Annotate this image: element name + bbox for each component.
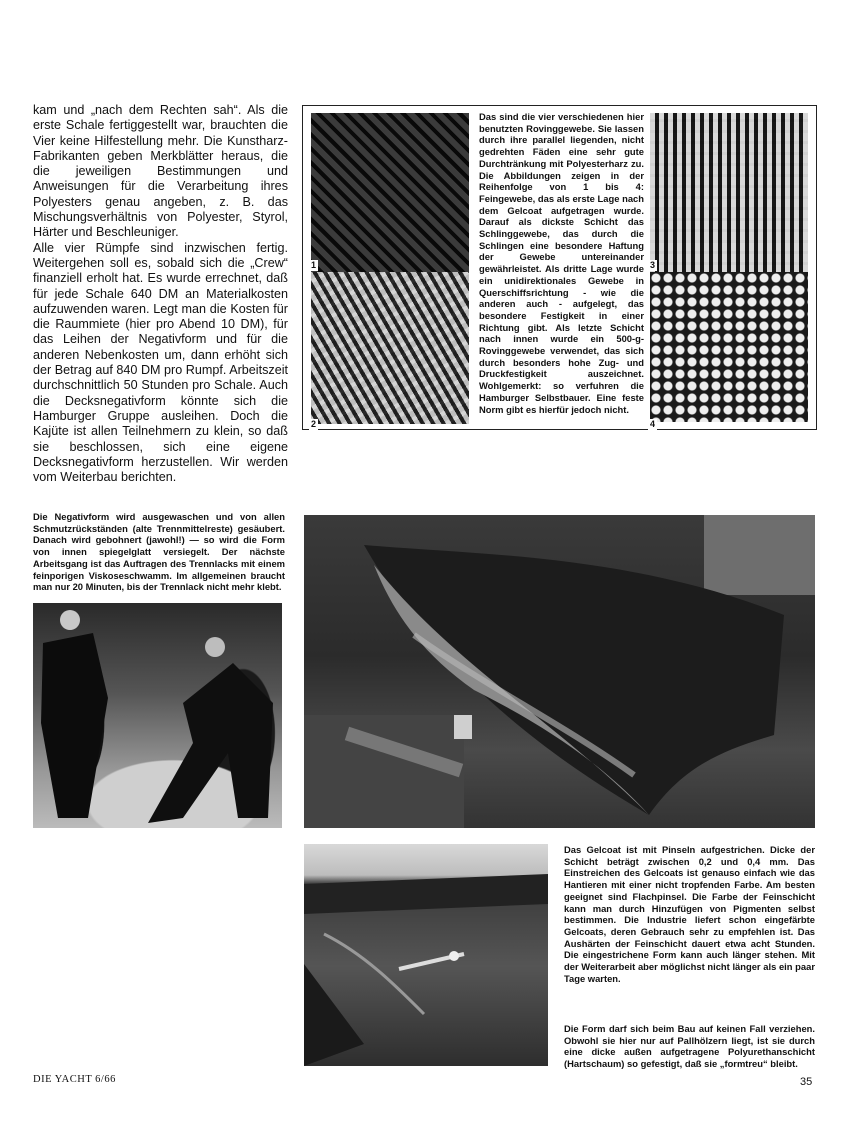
photo-gelcoat-detail <box>304 844 548 1066</box>
article-text <box>33 103 288 485</box>
fabric-label-4: 4 <box>650 419 656 429</box>
caption-form: Die Form darf sich beim Bau auf keinen Fall verziehen. Obwohl sie hier nur auf Pallhölzern liegt, ist sie durch eine dicke außen aufgetragene Polyurethanschicht (Hartschaum) so gefestigt, daß sie „formtreu“ bleibt. <box>564 1023 815 1070</box>
photo-workers-cleaning-mold <box>33 603 282 828</box>
caption-negativform: Die Negativform wird ausgewaschen und von allen Schmutzrückständen (alte Trennmittelreste) gesäubert. Danach wird gebohnert (jawohl!) — so wird die Form von innen spiegelglatt versiegelt. Der nächste Arbeitsgang ist das Auftragen des Trennlacks mit einem feinporigen Viskoseschwamm. Im allgemeinen braucht man nur 20 Minuten, bis der Trennlack nicht mehr klebt. <box>33 511 285 593</box>
fabric-label-1: 1 <box>311 260 317 270</box>
photo-boat-hull-mold <box>304 515 815 828</box>
fabric-label-3: 3 <box>650 260 656 270</box>
fabric-photo-1 <box>311 113 469 273</box>
fabric-photo-2 <box>311 272 469 424</box>
caption-gelcoat: Das Gelcoat ist mit Pinseln aufgestrichen. Dicke der Schicht beträgt zwischen 0,2 und 0,4 mm. Das Einstreichen des Gelcoats ist genauso einfach wie das Hantieren mit einer nicht tropfenden Farbe. Am besten geeignet sind Flachpinsel. Die Farbe der Feinschicht kann man durch Hinzufügen von Pigmenten selbst bestimmen. Die Industrie liefert schon eingefärbte Gelcoats, deren Gebrauch sehr zu empfehlen ist. Das Aushärten der Feinschicht dauert etwa acht Stunden. Die eingestrichene Form kann auch länger stehen. Mit der Weiterarbeit aber möglichst nicht länger als ein paar Tage warten. <box>564 844 815 984</box>
footer-page-number: 35 <box>800 1076 813 1088</box>
fabric-label-2: 2 <box>311 419 317 429</box>
footer-magazine: DIE YACHT 6/66 <box>33 1074 116 1085</box>
roving-caption: Das sind die vier verschiedenen hier benutzten Rovinggewebe. Sie lassen durch ihre parallel liegenden, nicht gedrehten Fäden eine sehr gute Durchtränkung mit Polyesterharz zu. Die Abbildungen zeigen in der Reihenfolge von 1 bis 4: Feingewebe, das als erste Lage nach dem Gelcoat aufgetragen wurde. Darauf als dickste Schicht das Schlinggewebe, das durch die Schlingen eine besondere Haftung der Gewebe untereinander gewährleistet. Als dritte Lage wurde ein unidirektionales Gewebe in Querschiffsrichtung - wie die anderen auch - aufgelegt, das besondere Festigkeit in einer Richtung gibt. Als letzte Schicht nach innen wurde ein 500-g-Rovinggewebe verwendet, das sich durch besonders hohe Zug- und Druckfestigkeit auszeichnet. Wohlgemerkt: so verfuhren die Hamburger Selbstbauer. Eine feste Norm gibt es hierfür jedoch nicht. <box>479 111 644 415</box>
article-paragraph-2: Alle vier Rümpfe sind inzwischen fertig. Weitergehen soll es, sobald sich die „Crew“ finanziell erholt hat. Es wurde errechnet, daß für jede Schale 640 DM an Materialkosten aufzuwenden waren. Legt man die Kosten für die Raummiete (hier pro Abend 10 DM), für das Leihen der Negativform und für die anderen Nebenkosten um, dann erhöht sich der Betrag auf 840 DM pro Rumpf. Arbeitszeit durchschnittlich 50 Stunden pro Schale. Auch die Decksnegativform könnte sich die Hamburger Gruppe ausleihen. Doch die Kajüte ist allen Teilnehmern zu klein, so daß sie beschlossen, sich eine eigene Decksnegativform herzustellen. Wir werden vom Weiterbau berichten. <box>33 240 288 485</box>
article-paragraph-1: kam und „nach dem Rechten sah“. Als die erste Schale fertiggestellt war, brauchten die Vier keine Hilfestellung mehr. Die Kunstharz-Fabrikanten geben Merkblätter heraus, die die jeweiligen Bestimmungen und Anweisungen für die Verarbeitung ihres Polyesters genau angeben, z. B. das Mischungsverhältnis von Polyester, Styrol, Härter und Beschleuniger. <box>33 103 288 240</box>
fabric-photo-3 <box>650 113 808 273</box>
fabric-photo-4 <box>650 272 808 422</box>
roving-fabric-box <box>302 105 817 430</box>
